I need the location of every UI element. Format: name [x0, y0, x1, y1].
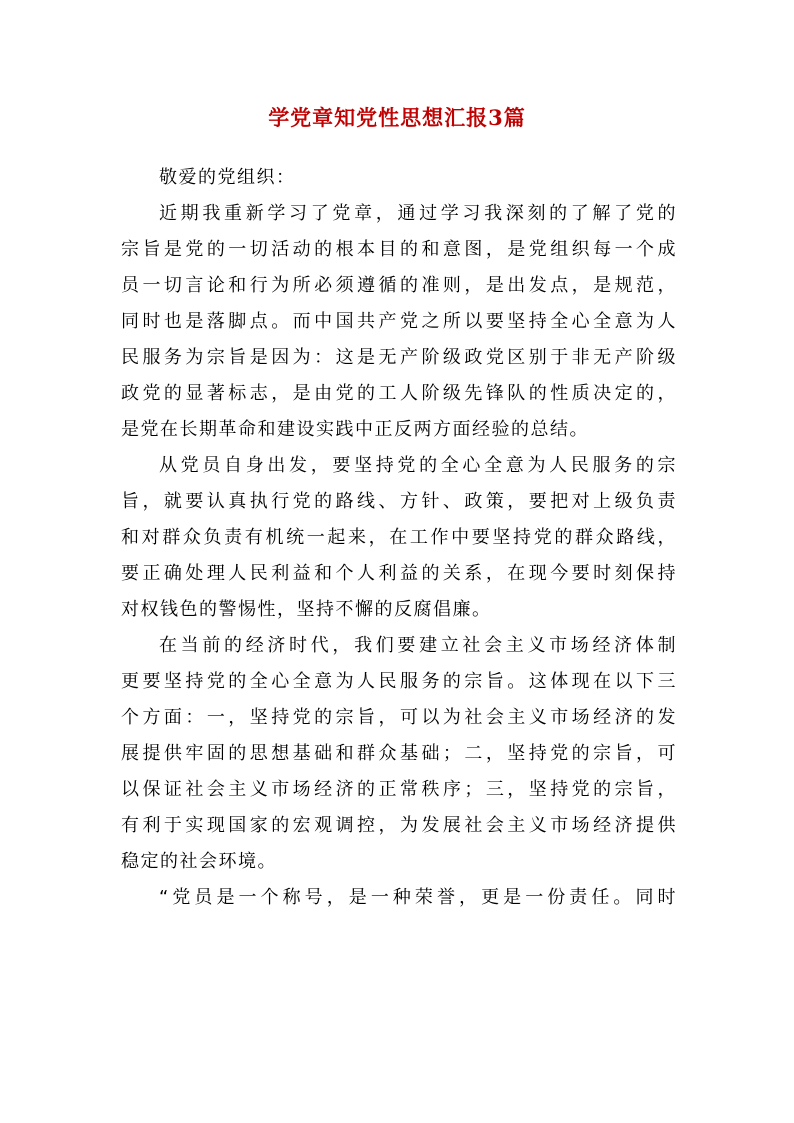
paragraph-line: 政党的显著标志，是由党的工人阶级先锋队的性质决定的， [121, 383, 677, 404]
salutation-line: 敬爱的党组织： [159, 167, 296, 188]
paragraph-line: 要正确处理人民利益和个人利益的关系，在现今要时刻保持 [121, 563, 677, 584]
paragraph-1 [121, 196, 677, 448]
paragraph-line: 和对群众负责有机统一起来，在工作中要坚持党的群众路线， [121, 527, 677, 548]
paragraph-line: 从党员自身出发，要坚持党的全心全意为人民服务的宗 [159, 455, 677, 476]
document-title: 学党章知党性思想汇报3篇 [268, 105, 526, 130]
paragraph-2 [121, 448, 677, 628]
paragraph-line: 有利于实现国家的宏观调控，为发展社会主义市场经济提供 [121, 815, 677, 836]
paragraph-line: 近期我重新学习了党章，通过学习我深刻的了解了党的 [159, 203, 677, 224]
paragraph-line: 民服务为宗旨是因为：这是无产阶级政党区别于非无产阶级 [121, 347, 677, 368]
paragraph-line: 个方面：一，坚持党的宗旨，可以为社会主义市场经济的发 [121, 707, 677, 728]
paragraph-4 [121, 880, 677, 916]
paragraph-line: 稳定的社会环境。 [121, 851, 277, 872]
paragraph-line: 同时也是落脚点。而中国共产党之所以要坚持全心全意为人 [121, 311, 677, 332]
paragraph-line: 更要坚持党的全心全意为人民服务的宗旨。这体现在以下三 [121, 671, 677, 692]
paragraph-line: 宗旨是党的一切活动的根本目的和意图，是党组织每一个成 [121, 239, 677, 260]
paragraph-line: 是党在长期革命和建设实践中正反两方面经验的总结。 [121, 419, 589, 440]
document-body [121, 160, 677, 916]
paragraph-line: 在当前的经济时代，我们要建立社会主义市场经济体制 [159, 635, 677, 656]
paragraph-line: “党员是一个称号，是一种荣誉，更是一份责任。同时 [159, 887, 677, 908]
paragraph-line: 以保证社会主义市场经济的正常秩序；三，坚持党的宗旨， [121, 779, 677, 800]
paragraph-line: 展提供牢固的思想基础和群众基础；二，坚持党的宗旨，可 [121, 743, 677, 764]
paragraph-3 [121, 628, 677, 880]
paragraph-line: 对权钱色的警惕性，坚持不懈的反腐倡廉。 [121, 599, 492, 620]
paragraph-line: 员一切言论和行为所必须遵循的准则，是出发点，是规范， [121, 275, 677, 296]
salutation-paragraph [121, 160, 677, 196]
paragraph-line: 旨，就要认真执行党的路线、方针、政策，要把对上级负责 [121, 491, 677, 512]
